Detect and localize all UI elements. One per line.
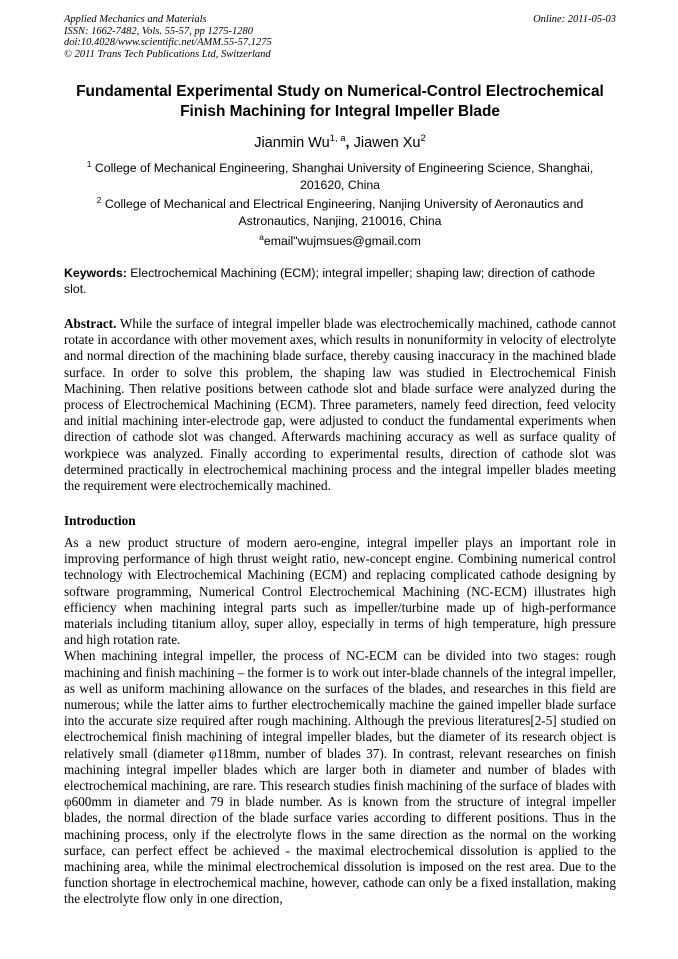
paragraph: When machining integral impeller, the process of NC-ECM can be divided into two stages: rough machining and finish machining – the former is to work out inter-blade channels of the integral impeller, as well as uniform machining allowance on the surfaces of the blades, and researches in this field are numerous; while the latter aims to further electrochemically machine the gained impeller blade surface into the accurate size required after rough machining. Although the previous literatures[2-5] studied on electrochemical finish machining of integral impeller blades, but the diameter of its research object is relatively small (diameter φ118mm, number of blades 37). In contrast, relevant researches on finish machining integral impeller blades which are larger both in diameter and number of blades with electrochemical machining, are rare. This research studies finish machining of the surface of blades with φ600mm in diameter and 79 in blade number. As is known from the structure of integral impeller blades, the normal direction of the blade surface varies according to different positions. Thus in the machining process, only if the electrolyte flows in the same direction as the normal on the working surface, can perfect effect be achieved - the maximal electrochemical dissolution is applied to the machining area, while the minimal electrochemical dissolution is imposed on the rest area. Due to the function shortage in electrochemical machine, however, cathode can only be a fixed installation, making the electrolyte flow only in one direction, (64, 648, 616, 907)
paragraph: As a new product structure of modern aero-engine, integral impeller plays an important role in improving performance of high thrust weight ratio, new-concept engine. Combining numerical control technology with Electrochemical Machining (ECM) and replacing complicated cathode designing by software programming, Numerical Control Electrochemical Machining (NC-ECM) illustrates high efficiency when machining integral parts such as impeller/turbine made up of high-performance materials including titanium alloy, super alloy, especially in terms of high temperature, high pressure and high rotation rate. (64, 535, 616, 648)
affiliation-1 (64, 156, 616, 194)
author-name: Jiawen Xu (353, 134, 421, 151)
affiliation-number: 1 (86, 159, 92, 169)
abstract (64, 316, 616, 494)
online-date: Online: 2011-05-03 (533, 14, 616, 25)
introduction-body (64, 535, 616, 908)
issn-line: ISSN: 1662-7482, Vols. 55-57, pp 1275-1280 (64, 25, 253, 37)
author-superscript: 1, a (329, 133, 346, 144)
abstract-label: Abstract. (64, 316, 117, 331)
email-superscript: a (259, 232, 264, 242)
keywords (64, 265, 616, 297)
doi-line: doi:10.4028/www.scientific.net/AMM.55-57.1275 (64, 37, 272, 48)
keywords-label: Keywords: (64, 266, 127, 280)
author-line (64, 133, 616, 151)
author-superscript: 2 (420, 133, 426, 144)
keywords-text: Electrochemical Machining (ECM); integral impeller; shaping law; direction of cathode slot. (64, 266, 596, 296)
affiliation-2 (64, 192, 616, 230)
affiliation-text: College of Mechanical Engineering, Shanghai University of Engineering Science, Shanghai, 201620, China (94, 161, 594, 193)
abstract-text: While the surface of integral impeller blade was electrochemically machined, cathode cannot rotate in accordance with other movement axes, which results in nonuniformity in velocity of electrolyte and normal direction of the machining blade surface, thereby causing inaccuracy in the machined blade surface. In order to solve this problem, the shaping law was studied in Electrochemical Finish Machining. Then relative positions between cathode slot and blade surface were analyzed during the process of Electrochemical Machining (ECM). Three parameters, namely feed direction, feed velocity and initial machining inter-electrode gap, were adjusted to conduct the fundamental experiments when direction of cathode slot was changed. Afterwards machining accuracy as well as surface quality of workpiece was analyzed. Finally according to experimental results, direction of cathode slot was determined practically in electrochemical machining process and the integral impeller blades meeting the requirement were electrochemically machined. (64, 316, 616, 494)
author-separator: , (345, 134, 354, 151)
paper-title: Fundamental Experimental Study on Numerical-Control Electrochemical Finish Machining for Integral Impeller Blade (76, 83, 604, 120)
email-text: email"wujmsues@gmail.com (263, 234, 421, 249)
author-name: Jianmin Wu (254, 134, 330, 151)
affiliation-number: 2 (96, 195, 102, 205)
author-email (64, 229, 616, 250)
journal-name: Applied Mechanics and Materials (64, 14, 207, 25)
copyright-line: © 2011 Trans Tech Publications Ltd, Switzerland (64, 48, 271, 60)
journal-header (64, 14, 616, 60)
affiliation-text: College of Mechanical and Electrical Engineering, Nanjing University of Aeronautics and Astronautics, Nanjing, 210016, China (104, 197, 584, 229)
introduction-heading: Introduction (64, 513, 136, 528)
